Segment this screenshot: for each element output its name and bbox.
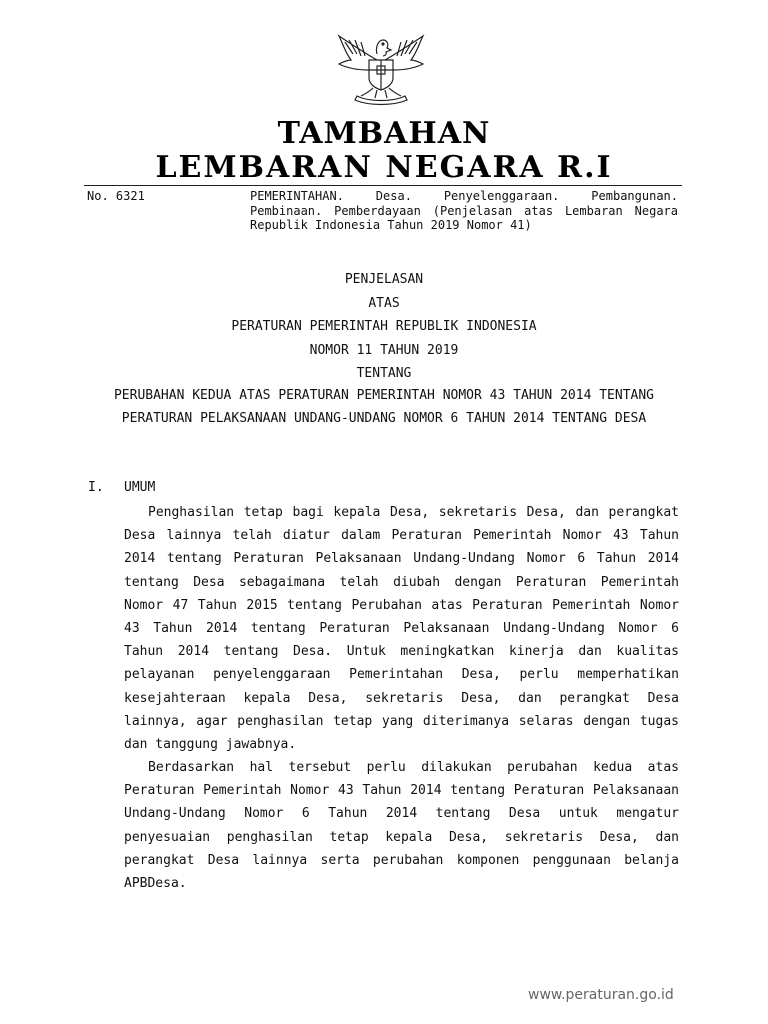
heading-atas: ATAS [368,296,400,311]
heading-regulation: PERATURAN PEMERINTAH REPUBLIK INDONESIA [231,319,537,334]
body-paragraph: Penghasilan tetap bagi kepala Desa, sekretaris Desa, dan perangkat Desa lainnya telah diatur dalam Peraturan Pemerintah Nomor 43 Tahun 2014 tentang Peraturan Pelaksanaan Undang-Undang Nomor 6 Tahun 2014 tentang Desa sebagaimana telah diubah dengan Peraturan Pemerintah Nomor 47 Tahun 2015 tentang Perubahan atas Peraturan Pemerintah Nomor 43 Tahun 2014 tentang Peraturan Pelaksanaan Undang-Undang Nomor 6 Tahun 2014 tentang Desa. Untuk meningkatkan kinerja dan kualitas pelayanan penyelenggaraan Pemerintahan Desa, perlu memperhatikan kesejahteraan kepala Desa, sekretaris Desa, dan perangkat Desa lainnya, agar penghasilan tetap yang diterimanya selaras dengan tugas dan tanggung jawabnya. [124,505,679,753]
section-title: UMUM [124,480,156,495]
document-title-line2: LEMBARAN NEGARA R.I [155,150,613,185]
header-divider [84,185,682,186]
document-subject: PEMERINTAHAN. Desa. Penyelenggaraan. Pembangunan. Pembinaan. Pemberdayaan (Penjelasan atas Lembaran Negara Republik Indonesia Tahun 2019 Nomor 41) [250,189,678,232]
footer-website: www.peraturan.go.id [528,987,674,1003]
document-number: No. 6321 [87,189,145,203]
heading-tentang: TENTANG [356,366,412,381]
section-number: I. [88,480,104,495]
body-paragraph: Berdasarkan hal tersebut perlu dilakukan perubahan kedua atas Peraturan Pemerintah Nomor 43 Tahun 2014 tentang Peraturan Pelaksanaan Undang-Undang Nomor 6 Tahun 2014 tentang Desa untuk mengatur penyesuaian penghasilan tetap kepala Desa, sekretaris Desa, dan perangkat Desa lainnya serta perubahan komponen penggunaan belanja APBDesa. [124,760,679,892]
heading-about: PERUBAHAN KEDUA ATAS PERATURAN PEMERINTAH NOMOR 43 TAHUN 2014 TENTANG PERATURAN PELAKSANAAN UNDANG-UNDANG NOMOR 6 TAHUN 2014 TENTANG DESA [113,388,655,426]
heading-number: NOMOR 11 TAHUN 2019 [309,343,459,358]
heading-penjelasan: PENJELASAN [344,272,424,287]
document-title-line1: TAMBAHAN [277,116,491,151]
garuda-emblem [333,30,429,106]
